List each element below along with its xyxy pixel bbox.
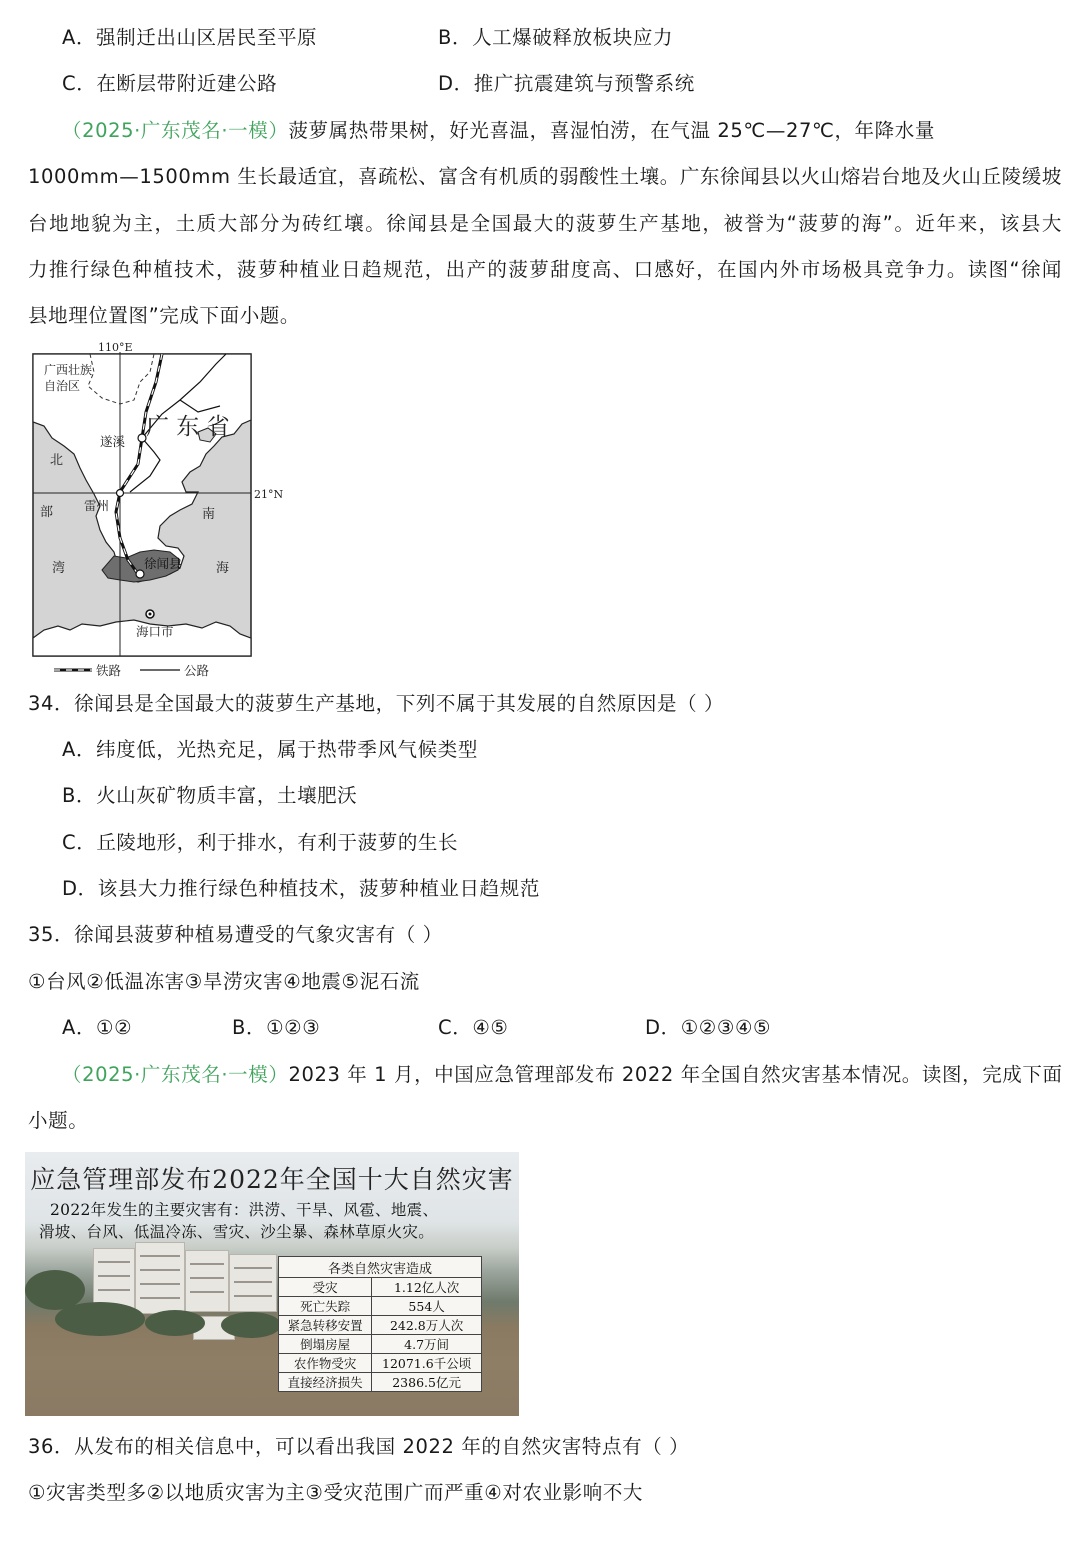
leizhou-marker <box>117 490 124 497</box>
legend-rail-label: 铁路 <box>96 663 122 678</box>
q33-option-d: D．推广抗震建筑与预警系统 <box>438 72 695 95</box>
q33-option-b: B．人工爆破释放板块应力 <box>438 26 674 49</box>
table-caption: 各类自然灾害造成 <box>279 1257 482 1278</box>
table-cell-key: 直接经济损失 <box>279 1373 372 1392</box>
xuwen-location-map <box>30 342 290 682</box>
table-cell-value: 554人 <box>372 1297 482 1316</box>
map-lat-label: 21°N <box>254 488 284 501</box>
table-cell-value: 4.7万间 <box>372 1335 482 1354</box>
table-cell-key: 受灾 <box>279 1278 372 1297</box>
q35-option-d: D．①②③④⑤ <box>645 1016 772 1039</box>
table-row <box>279 1354 482 1373</box>
table-cell-value: 242.8万人次 <box>372 1316 482 1335</box>
figure2-title: 应急管理部发布2022年全国十大自然灾害 <box>30 1165 514 1194</box>
table-cell-key: 农作物受灾 <box>279 1354 372 1373</box>
map-nanhai-2: 海 <box>216 561 230 576</box>
q35-items: ①台风②低温冻害③旱涝灾害④地震⑤泥石流 <box>28 970 420 993</box>
q34-option-b: B．火山灰矿物质丰富，土壤肥沃 <box>62 784 358 807</box>
q34-option-a: A．纬度低，光热充足，属于热带季风气候类型 <box>62 738 478 761</box>
q35-option-b: B．①②③ <box>232 1016 321 1039</box>
passage2-line1 <box>62 1061 1062 1089</box>
table-cell-value: 1.12亿人次 <box>372 1278 482 1297</box>
passage2-line2: 小题。 <box>28 1109 89 1132</box>
table-row <box>279 1335 482 1354</box>
table-cell-value: 2386.5亿元 <box>372 1373 482 1392</box>
figure2-desc-line1: 2022年发生的主要灾害有：洪涝、干旱、风雹、地震、 <box>50 1201 439 1219</box>
disaster-report-figure <box>25 1152 519 1416</box>
map-beibuwan-1: 北 <box>50 453 64 468</box>
table-row <box>279 1297 482 1316</box>
passage1-line4: 力推行绿色种植技术，菠萝种植业日趋规范，出产的菠萝甜度高、口感好，在国内外市场极具竞争力。读图“徐闻 <box>28 258 1062 281</box>
map-suixi-label: 遂溪 <box>100 434 126 449</box>
xuwen-marker <box>136 570 144 578</box>
map-beibuwan-3: 湾 <box>52 561 66 576</box>
map-xuwen-label: 徐闻县 <box>144 556 182 571</box>
passage2-text1: 2023 年 1 月，中国应急管理部发布 2022 年全国自然灾害基本情况。读图，完成下面 <box>288 1063 1063 1086</box>
table-row <box>279 1316 482 1335</box>
q33-option-a: A．强制迁出山区居民至平原 <box>62 26 318 49</box>
passage1-line2: 1000mm—1500mm 生长最适宜，喜疏松、富含有机质的弱酸性土壤。广东徐闻县以火山熔岩台地及火山丘陵缓坡 <box>28 165 1062 188</box>
map-leizhou-label: 雷州 <box>84 498 110 513</box>
q35-stem: 35．徐闻县菠萝种植易遭受的气象灾害有（ ） <box>28 923 443 946</box>
map-guangdong-label: 广 东 省 <box>146 414 230 440</box>
map-legend <box>54 663 210 678</box>
q34-option-d: D．该县大力推行绿色种植技术，菠萝种植业日趋规范 <box>62 877 540 900</box>
disaster-loss-table <box>278 1256 482 1392</box>
map-guangxi-label-2: 自治区 <box>44 379 81 393</box>
map-nanhai-1: 南 <box>202 507 216 522</box>
map-haikou-label: 海口市 <box>136 624 174 639</box>
passage1-source: （2025·广东茂名·一模） <box>62 119 289 142</box>
q36-items: ①灾害类型多②以地质灾害为主③受灾范围广而严重④对农业影响不大 <box>28 1481 644 1504</box>
q36-stem: 36．从发布的相关信息中，可以看出我国 2022 年的自然灾害特点有（ ） <box>28 1435 690 1458</box>
suixi-marker <box>138 434 146 442</box>
q35-option-c: C．④⑤ <box>438 1016 509 1039</box>
q34-stem: 34．徐闻县是全国最大的菠萝生产基地，下列不属于其发展的自然原因是（ ） <box>28 692 725 715</box>
passage1-line3: 台地地貌为主，土质大部分为砖红壤。徐闻县是全国最大的菠萝生产基地，被誉为“菠萝的海”。近年来，该县大 <box>28 212 1062 235</box>
passage1-text1: 菠萝属热带果树，好光喜温，喜湿怕涝，在气温 25℃—27℃，年降水量 <box>288 119 935 142</box>
legend-road-label: 公路 <box>184 663 210 678</box>
passage2-source: （2025·广东茂名·一模） <box>62 1063 289 1086</box>
table-cell-key: 倒塌房屋 <box>279 1335 372 1354</box>
q33-option-c: C．在断层带附近建公路 <box>62 72 278 95</box>
map-guangxi-label-1: 广西壮族 <box>44 363 93 377</box>
table-row <box>279 1278 482 1297</box>
table-row <box>279 1373 482 1392</box>
q35-option-a: A．①② <box>62 1016 133 1039</box>
table-cell-key: 死亡失踪 <box>279 1297 372 1316</box>
table-cell-value: 12071.6千公顷 <box>372 1354 482 1373</box>
passage1-line5: 县地理位置图”完成下面小题。 <box>28 304 301 327</box>
table-cell-key: 紧急转移安置 <box>279 1316 372 1335</box>
map-lon-label: 110°E <box>98 342 133 354</box>
figure2-desc-line2: 滑坡、台风、低温冷冻、雪灾、沙尘暴、森林草原火灾。 <box>39 1223 435 1241</box>
map-beibuwan-2: 部 <box>40 505 54 520</box>
q34-option-c: C．丘陵地形，利于排水，有利于菠萝的生长 <box>62 831 459 854</box>
passage1-line1 <box>62 117 935 145</box>
